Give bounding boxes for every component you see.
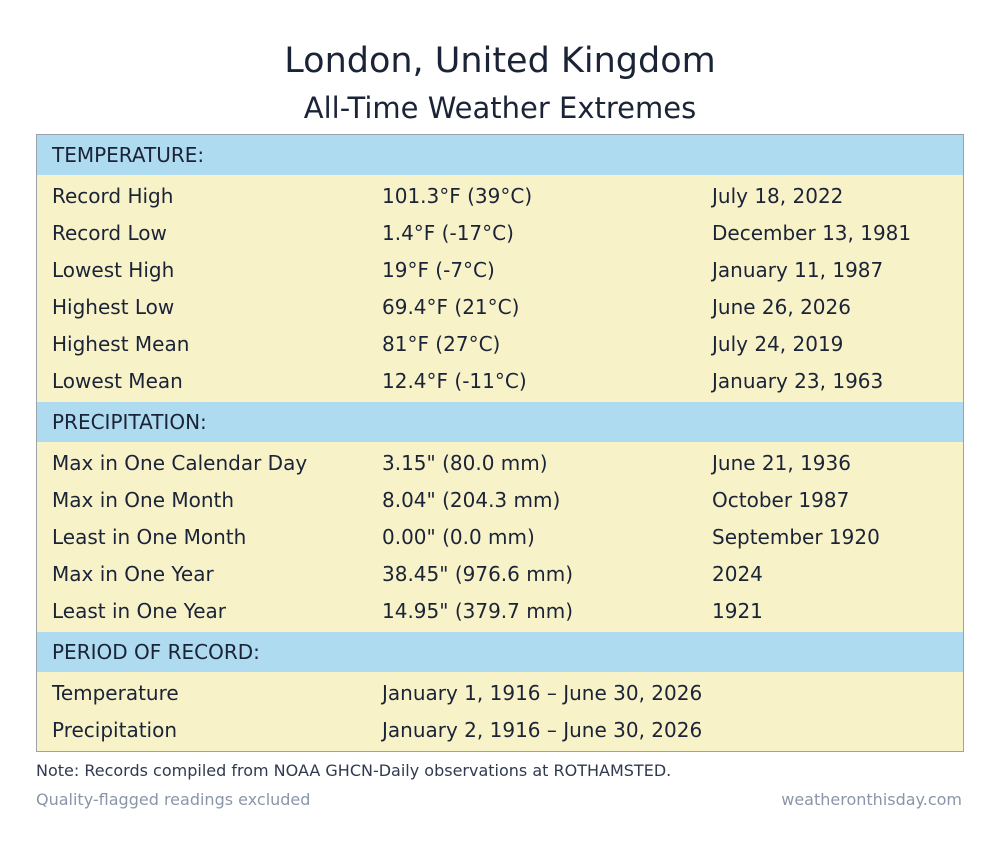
record-value: 14.95" (379.7 mm) (382, 598, 573, 623)
table-row (37, 177, 963, 214)
record-value: 19°F (-7°C) (382, 257, 495, 282)
section-header-precipitation: PRECIPITATION: (37, 402, 963, 442)
record-date: December 13, 1981 (712, 220, 912, 245)
record-date: September 1920 (712, 524, 880, 549)
record-value: January 2, 1916 – June 30, 2026 (382, 717, 703, 742)
table-row (37, 481, 963, 518)
record-date: July 24, 2019 (712, 331, 844, 356)
table-row (37, 362, 963, 399)
record-label: Max in One Month (52, 487, 235, 512)
record-value: 69.4°F (21°C) (382, 294, 520, 319)
table-row (37, 214, 963, 251)
table-row (37, 711, 963, 748)
record-value: 3.15" (80.0 mm) (382, 450, 548, 475)
record-value: 0.00" (0.0 mm) (382, 524, 535, 549)
section-body-period-of-record (37, 672, 963, 751)
section-body-temperature (37, 175, 963, 402)
record-label: Temperature (52, 680, 179, 705)
record-label: Lowest High (52, 257, 175, 282)
record-date: 2024 (712, 561, 763, 586)
record-value: 101.3°F (39°C) (382, 183, 533, 208)
record-value: 81°F (27°C) (382, 331, 501, 356)
record-label: Least in One Year (52, 598, 226, 623)
table-row (37, 592, 963, 629)
record-label: Max in One Calendar Day (52, 450, 308, 475)
page-subtitle: All-Time Weather Extremes (303, 91, 697, 125)
record-date: January 23, 1963 (712, 368, 884, 393)
section-header-period-of-record: PERIOD OF RECORD: (37, 632, 963, 672)
footer-site-credit: weatheronthisday.com (781, 790, 962, 809)
table-row (37, 288, 963, 325)
record-label: Lowest Mean (52, 368, 183, 393)
record-date: January 11, 1987 (712, 257, 884, 282)
record-date: 1921 (712, 598, 763, 623)
table-row (37, 444, 963, 481)
record-date: June 21, 1936 (712, 450, 851, 475)
record-label: Highest Mean (52, 331, 190, 356)
records-table (36, 134, 964, 752)
record-value: 38.45" (976.6 mm) (382, 561, 573, 586)
record-value: January 1, 1916 – June 30, 2026 (382, 680, 703, 705)
record-label: Max in One Year (52, 561, 214, 586)
record-value: 8.04" (204.3 mm) (382, 487, 561, 512)
page-title: London, United Kingdom (284, 41, 716, 81)
source-note: Note: Records compiled from NOAA GHCN-Daily observations at ROTHAMSTED. (36, 761, 672, 780)
table-row (37, 251, 963, 288)
record-label: Least in One Month (52, 524, 247, 549)
record-label: Record Low (52, 220, 167, 245)
table-row (37, 674, 963, 711)
table-row (37, 555, 963, 592)
table-row (37, 325, 963, 362)
table-row (37, 518, 963, 555)
record-label: Highest Low (52, 294, 175, 319)
record-date: July 18, 2022 (712, 183, 844, 208)
record-label: Record High (52, 183, 174, 208)
record-value: 12.4°F (-11°C) (382, 368, 527, 393)
record-value: 1.4°F (-17°C) (382, 220, 514, 245)
record-date: October 1987 (712, 487, 850, 512)
section-body-precipitation (37, 442, 963, 632)
section-header-temperature: TEMPERATURE: (37, 135, 963, 175)
record-label: Precipitation (52, 717, 178, 742)
record-date: June 26, 2026 (712, 294, 851, 319)
footer-quality-note: Quality-flagged readings excluded (36, 790, 311, 809)
